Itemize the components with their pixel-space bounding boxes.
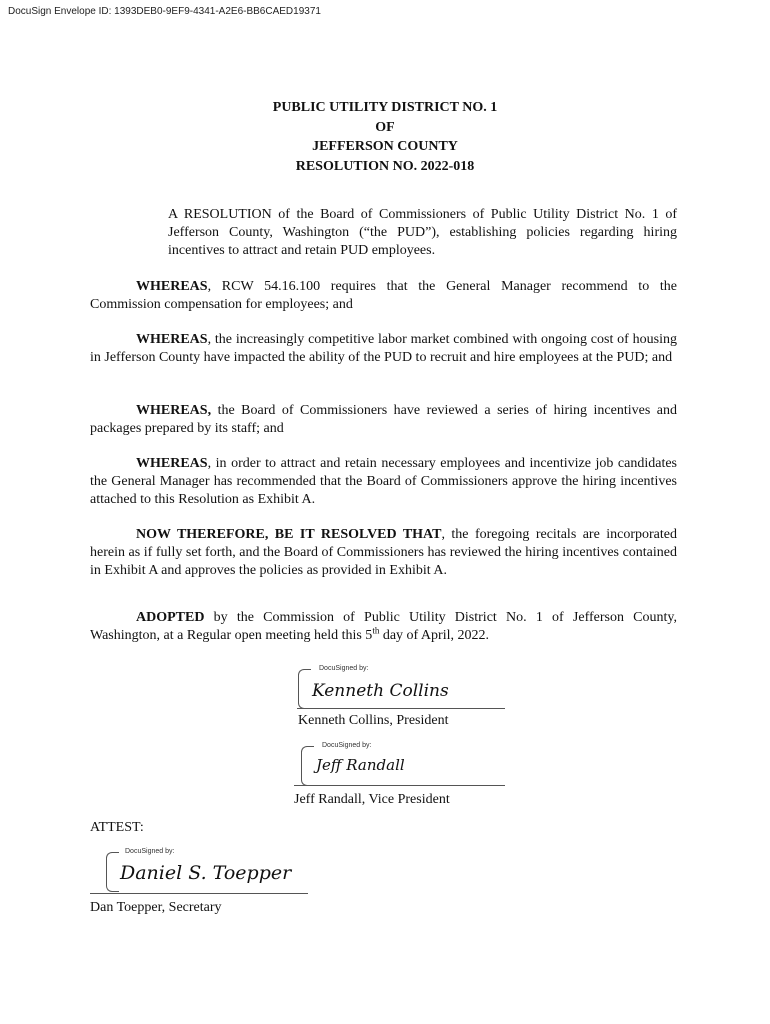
recital-2: WHEREAS, the increasingly competitive labor market combined with ongoing cost of housing in Jefferson County have impacted the ability of the PUD to recruit and hire employees at the PUD; and (90, 332, 677, 365)
signature-image: Daniel S. Toepper (120, 862, 292, 884)
title-line: JEFFERSON COUNTY (312, 139, 458, 154)
docusigned-label: DocuSigned by: (125, 848, 175, 855)
adopted-clause: ADOPTED by the Commission of Public Utility District No. 1 of Jefferson County, Washington, at a Regular open meeting held this 5th day of April, 2022. (90, 610, 677, 643)
signature-image: Jeff Randall (316, 756, 405, 774)
recital-1: WHEREAS, RCW 54.16.100 requires that the General Manager recommend to the Commission compensation for employees; and (90, 279, 677, 312)
resolved-clause: NOW THEREFORE, BE IT RESOLVED THAT, the foregoing recitals are incorporated herein as if fully set forth, and the Board of Commissioners has reviewed the hiring incentives contained in Exhibit A and approves the policies as provided in Exhibit A. (90, 527, 677, 578)
document-title (0, 98, 770, 176)
resolution-number: RESOLUTION NO. 2022-018 (295, 158, 475, 174)
docusigned-label: DocuSigned by: (322, 742, 372, 749)
signature-image: Kenneth Collins (312, 681, 449, 701)
signer-name: Kenneth Collins, President (298, 713, 449, 728)
title-line: OF (375, 119, 395, 135)
attest-label: ATTEST: (90, 820, 144, 835)
signer-name: Jeff Randall, Vice President (294, 792, 450, 807)
title-line: PUBLIC UTILITY DISTRICT NO. 1 (272, 100, 498, 115)
docusigned-label: DocuSigned by: (319, 665, 369, 672)
resolution-summary: A RESOLUTION of the Board of Commissioners of Public Utility District No. 1 of Jefferson County, Washington (“the PUD”), establishing policies regarding hiring incentives to attract and retain PUD employees. (168, 207, 677, 258)
recital-3: WHEREAS, the Board of Commissioners have reviewed a series of hiring incentives and packages prepared by its staff; and (90, 403, 677, 436)
recital-4: WHEREAS, in order to attract and retain necessary employees and incentivize job candidates the General Manager has recommended that the Board of Commissioners approve the hiring incentives attached to this Resolution as Exhibit A. (90, 456, 677, 507)
signer-name: Dan Toepper, Secretary (90, 900, 222, 915)
envelope-id: DocuSign Envelope ID: 1393DEB0-9EF9-4341-A2E6-BB6CAED19371 (8, 6, 321, 17)
